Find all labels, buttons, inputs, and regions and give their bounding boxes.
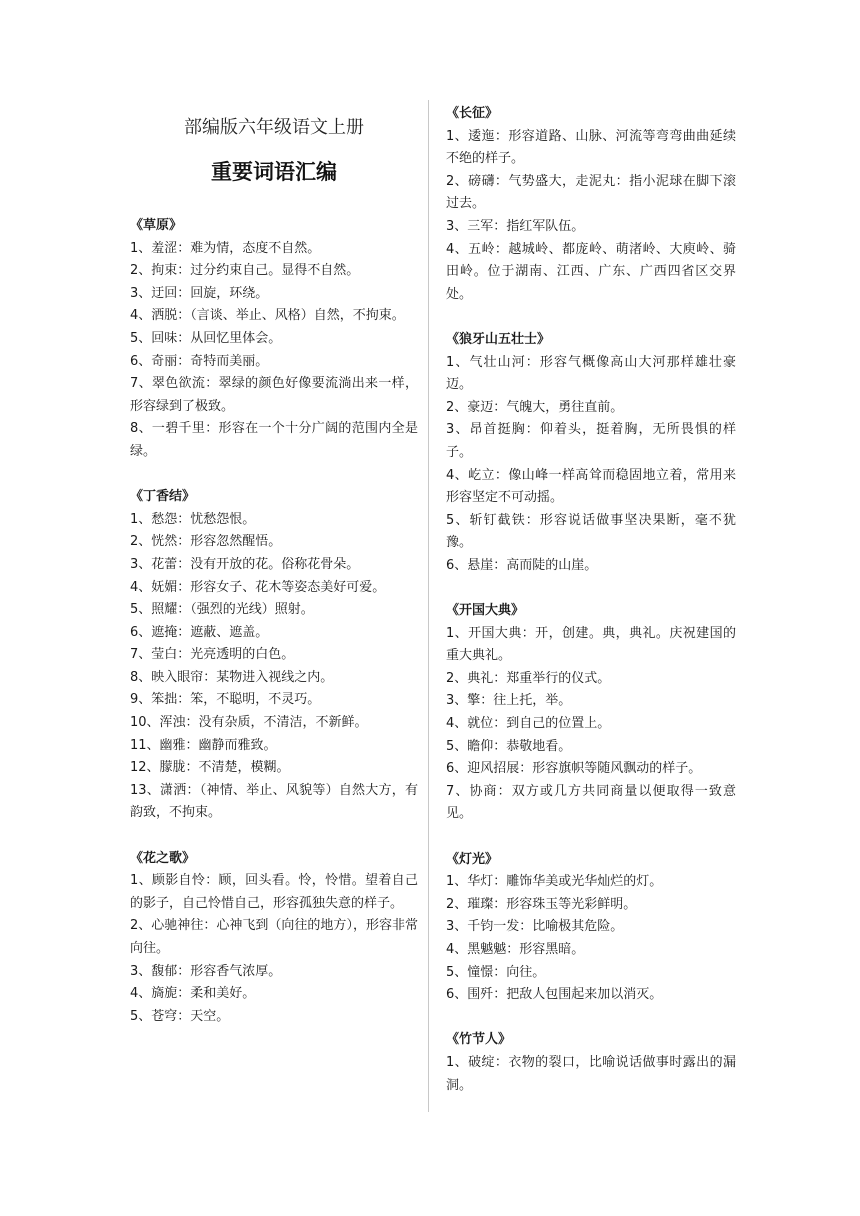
vocabulary-entry: 11、幽雅：幽静而雅致。 — [130, 737, 277, 753]
vocabulary-entry: 2、恍然：形容忽然醒悟。 — [130, 534, 282, 550]
vocabulary-entry: 3、花蕾：没有开放的花。俗称花骨朵。 — [130, 556, 360, 572]
vocabulary-entry: 4、妩媚：形容女子、花木等姿态美好可爱。 — [130, 579, 386, 595]
vocabulary-entry: 2、璀璨：形容珠玉等光彩鲜明。 — [446, 896, 637, 912]
vocabulary-entry: 6、围歼：把敌人包围起来加以消灭。 — [446, 987, 663, 1003]
vocabulary-entry: 1、气壮山河：形容气概像高山大河那样雄壮豪迈。 — [446, 354, 736, 393]
vocabulary-entry: 1、破绽：衣物的裂口，比喻说话做事时露出的漏洞。 — [446, 1054, 736, 1093]
vocabulary-entry: 7、莹白：光亮透明的白色。 — [130, 647, 295, 663]
document-subtitle: 重要词语汇编 — [211, 160, 337, 184]
lesson-title: 《丁香结》 — [130, 489, 196, 505]
vocabulary-entry: 1、逶迤：形容道路、山脉、河流等弯弯曲曲延续不绝的样子。 — [446, 128, 736, 167]
lesson-title: 《开国大典》 — [446, 603, 525, 619]
lesson-title: 《花之歌》 — [130, 850, 196, 866]
vocabulary-entry: 5、瞻仰：恭敬地看。 — [446, 738, 572, 754]
vocabulary-entry: 1、顾影自怜：顾，回头看。怜，怜惜。望着自己的影子，自己怜惜自己，形容孤独失意的样子。 — [130, 873, 418, 911]
vocabulary-entry: 2、豪迈：气魄大，勇往直前。 — [446, 399, 624, 415]
vocabulary-entry: 3、千钧一发：比喻极其危险。 — [446, 919, 624, 935]
vocabulary-entry: 2、典礼：郑重举行的仪式。 — [446, 670, 611, 686]
vocabulary-entry: 4、就位：到自己的位置上。 — [446, 716, 611, 732]
vocabulary-entry: 4、旖旎：柔和美好。 — [130, 986, 256, 1002]
vocabulary-entry: 1、开国大典：开，创建。典，典礼。庆祝建国的重大典礼。 — [446, 625, 736, 664]
vocabulary-entry: 9、笨拙：笨，不聪明，不灵巧。 — [130, 692, 321, 708]
vocabulary-entry: 2、心驰神往：心神飞到（向往的地方），形容非常向往。 — [130, 918, 418, 956]
vocabulary-entry: 6、遮掩：遮蔽、遮盖。 — [130, 624, 269, 640]
document-title: 部编版六年级语文上册 — [184, 117, 364, 138]
vocabulary-entry: 5、照耀：（强烈的光线）照射。 — [130, 602, 314, 618]
lesson-title: 《竹节人》 — [446, 1032, 512, 1048]
vocabulary-entry: 6、迎风招展：形容旗帜等随风飘动的样子。 — [446, 761, 702, 777]
lesson-section — [446, 329, 736, 578]
vocabulary-entry: 5、回味：从回忆里体会。 — [130, 330, 282, 346]
vocabulary-entry: 3、三军：指红军队伍。 — [446, 218, 585, 234]
vocabulary-entry: 1、羞涩：难为情，态度不自然。 — [130, 240, 321, 256]
vocabulary-entry: 5、斩钉截铁：形容说话做事坚决果断，毫不犹豫。 — [446, 512, 736, 551]
vocabulary-entry: 8、一碧千里：形容在一个十分广阔的范围内全是绿。 — [130, 421, 418, 459]
lesson-section — [446, 849, 736, 1007]
vocabulary-entry: 2、拘束：过分约束自己。显得不自然。 — [130, 263, 360, 279]
lesson-section — [130, 486, 418, 825]
lesson-title: 《草原》 — [130, 218, 183, 233]
vocabulary-entry: 12、朦胧：不清楚，模糊。 — [130, 760, 290, 776]
vocabulary-entry: 5、苍穹：天空。 — [130, 1008, 230, 1024]
vocabulary-entry: 4、洒脱：（言谈、举止、风格）自然，不拘束。 — [130, 308, 405, 324]
lesson-title: 《灯光》 — [446, 851, 499, 867]
vocabulary-entry: 4、五岭：越城岭、都庞岭、萌渚岭、大庾岭、骑田岭。位于湖南、江西、广东、广西四省区交界处。 — [446, 241, 736, 302]
vocabulary-entry: 4、屹立：像山峰一样高耸而稳固地立着，常用来形容坚定不可动摇。 — [446, 467, 736, 506]
vocabulary-entry: 3、昂首挺胸：仰着头，挺着胸，无所畏惧的样子。 — [446, 422, 736, 460]
vocabulary-entry: 3、擎：往上托，举。 — [446, 693, 572, 709]
vocabulary-entry: 7、翠色欲流：翠绿的颜色好像要流淌出来一样，形容绿到了极致。 — [130, 376, 418, 414]
lesson-section — [446, 600, 736, 826]
vocabulary-entry: 1、愁怨：忧愁怨恨。 — [130, 511, 256, 527]
section-gap — [446, 826, 736, 849]
vocabulary-entry: 6、悬崖：高而陡的山崖。 — [446, 557, 598, 573]
lesson-title: 《狼牙山五壮士》 — [446, 331, 551, 347]
lesson-section — [130, 215, 418, 464]
vocabulary-entry: 4、黑魆魆：形容黑暗。 — [446, 941, 585, 957]
vocabulary-entry: 7、协商：双方或几方共同商量以便取得一致意见。 — [446, 783, 736, 822]
left-sections — [130, 215, 418, 1028]
column-divider — [428, 100, 429, 1112]
vocabulary-entry: 2、磅礴：气势盛大，走泥丸：指小泥球在脚下滚过去。 — [446, 173, 736, 212]
lesson-section — [130, 848, 418, 1029]
section-gap — [446, 577, 736, 600]
vocabulary-entry: 3、馥郁：形容香气浓厚。 — [130, 963, 282, 979]
section-gap — [446, 306, 736, 329]
vocabulary-entry: 3、迂回：回旋，环绕。 — [130, 285, 269, 301]
vocabulary-entry: 8、映入眼帘：某物进入视线之内。 — [130, 669, 334, 685]
section-gap — [130, 825, 418, 848]
vocabulary-entry: 10、浑浊：没有杂质，不清洁，不新鲜。 — [130, 715, 368, 731]
right-sections — [446, 103, 736, 1097]
vocabulary-entry: 6、奇丽：奇特而美丽。 — [130, 353, 269, 369]
vocabulary-entry: 13、潇洒：（神情、举止、风貌等）自然大方，有韵致，不拘束。 — [130, 782, 418, 821]
vocabulary-entry: 5、憧憬：向往。 — [446, 964, 546, 980]
lesson-title: 《长征》 — [446, 106, 499, 121]
section-gap — [130, 464, 418, 487]
lesson-section — [446, 103, 736, 306]
section-gap — [446, 1007, 736, 1030]
lesson-section — [446, 1029, 736, 1097]
vocabulary-entry: 1、华灯：雕饰华美或光华灿烂的灯。 — [446, 874, 663, 890]
